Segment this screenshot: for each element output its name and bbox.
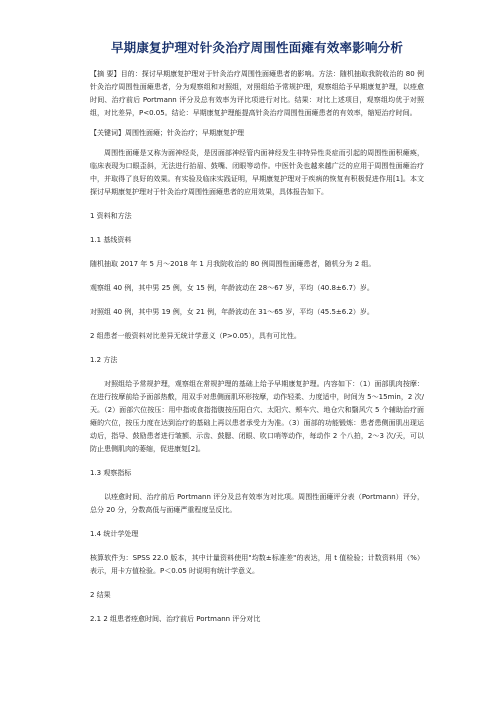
introduction-paragraph: 周围性面瘫是又称为面神经炎，是因面部神经管内面神经发生非特异性炎症而引起的周围性面积瘫痪，临床表现为口眼歪斜，无法进行抬眉、鼓嘴、闭眼等动作。中医针灸也越来越广泛的应用于周围性面瘫治疗中，并取得了良好的效果。有实验及临床实践证明，早期康复护理对于疾病的恢复有积极促进作用[1]。本文探讨早期康复护理对于针灸治疗周围性面瘫患者的应用效果，具体报告如下。 bbox=[90, 149, 424, 196]
baseline-paragraph-4: 2 组患者一般资料对比差异无统计学意义（P>0.05），具有可比性。 bbox=[90, 332, 301, 340]
abstract: 【摘 要】目的：探讨早期康复护理对于针灸治疗周围性面瘫患者的影响。方法：随机抽取我院收治的 80 例针灸治疗周围性面瘫患者，分为观察组和对照组，对照组给予常规护理，观察组给予早期康复护理，以痊愈时间、治疗前后 Portmann 评分及总有效率为评比项进行对比。结果：对比上述项目，观察组均优于对照组，对比差异，P<0.05。结论：早期康复护理能提高针灸治疗周围性面瘫患者的有效率，缩短治疗时间。 bbox=[90, 70, 424, 117]
section-heading-results: 2 结果 bbox=[90, 591, 111, 599]
document-title: 早期康复护理对针灸治疗周围性面瘫有效率影响分析 bbox=[110, 40, 404, 55]
section-heading-materials-methods: 1 资料和方法 bbox=[90, 212, 132, 220]
baseline-paragraph-1: 随机抽取 2017 年 5 月～2018 年 1 月我院收治的 80 例周围性面瘫患者，随机分为 2 组。 bbox=[90, 260, 376, 268]
keywords: 【关键词】周围性面瘫；针灸治疗；早期康复护理 bbox=[90, 129, 244, 137]
statistics-paragraph: 核算软件为：SPSS 22.0 版本，其中计量资料使用"均数±标准差"的表达，用 t 值检验；计数资料用（%）表示，用卡方值检验。P＜0.05 时说明有统计学意义。 bbox=[90, 554, 424, 575]
subsection-heading-methods: 1.2 方法 bbox=[90, 356, 118, 364]
subsection-heading-results-1: 2.1 2 组患者痊愈时间、治疗前后 Portmann 评分对比 bbox=[90, 615, 261, 623]
observation-paragraph: 以痊愈时间、治疗前后 Portmann 评分及总有效率为对比项。周围性面瘫评分表（Portmann）评分，总分 20 分，分数高低与面瘫严重程度呈反比。 bbox=[90, 493, 424, 514]
subsection-heading-statistics: 1.4 统计学处理 bbox=[90, 530, 139, 538]
subsection-heading-baseline: 1.1 基线资料 bbox=[90, 236, 132, 244]
methods-paragraph: 对照组给予常规护理，观察组在常规护理的基础上给予早期康复护理。内容如下：（1）面部肌肉按摩：在进行按摩前给予面部热敷，用双手对患侧面肌环形按摩，动作轻柔、力度适中，时间为 5～15min，2 次/天。（2）面部穴位按压：用中指或食指指腹按压阳白穴、太阳穴、颊车穴、地仓穴和翳风穴 5 个辅助治疗面瘫的穴位，按压力度在达到治疗的基础上再以患者承受力为准。（3）面部的功能锻炼：患者患侧面肌出现运动后，指导、鼓励患者进行皱额、示齿、鼓腮、闭眼、吹口哨等动作，每动作 2 个八拍，2～3 次/天，可以防止患侧肌肉的萎缩，促进康复[2]。 bbox=[90, 380, 424, 453]
subsection-heading-observation: 1.3 观察指标 bbox=[90, 469, 132, 477]
baseline-paragraph-2: 观察组 40 例，其中男 25 例，女 15 例，年龄波动在 28～67 岁，平均（40.8±6.7）岁。 bbox=[90, 284, 374, 292]
baseline-paragraph-3: 对照组 40 例，其中男 19 例，女 21 例，年龄波动在 31～65 岁，平均（45.5±6.2）岁。 bbox=[90, 308, 374, 316]
